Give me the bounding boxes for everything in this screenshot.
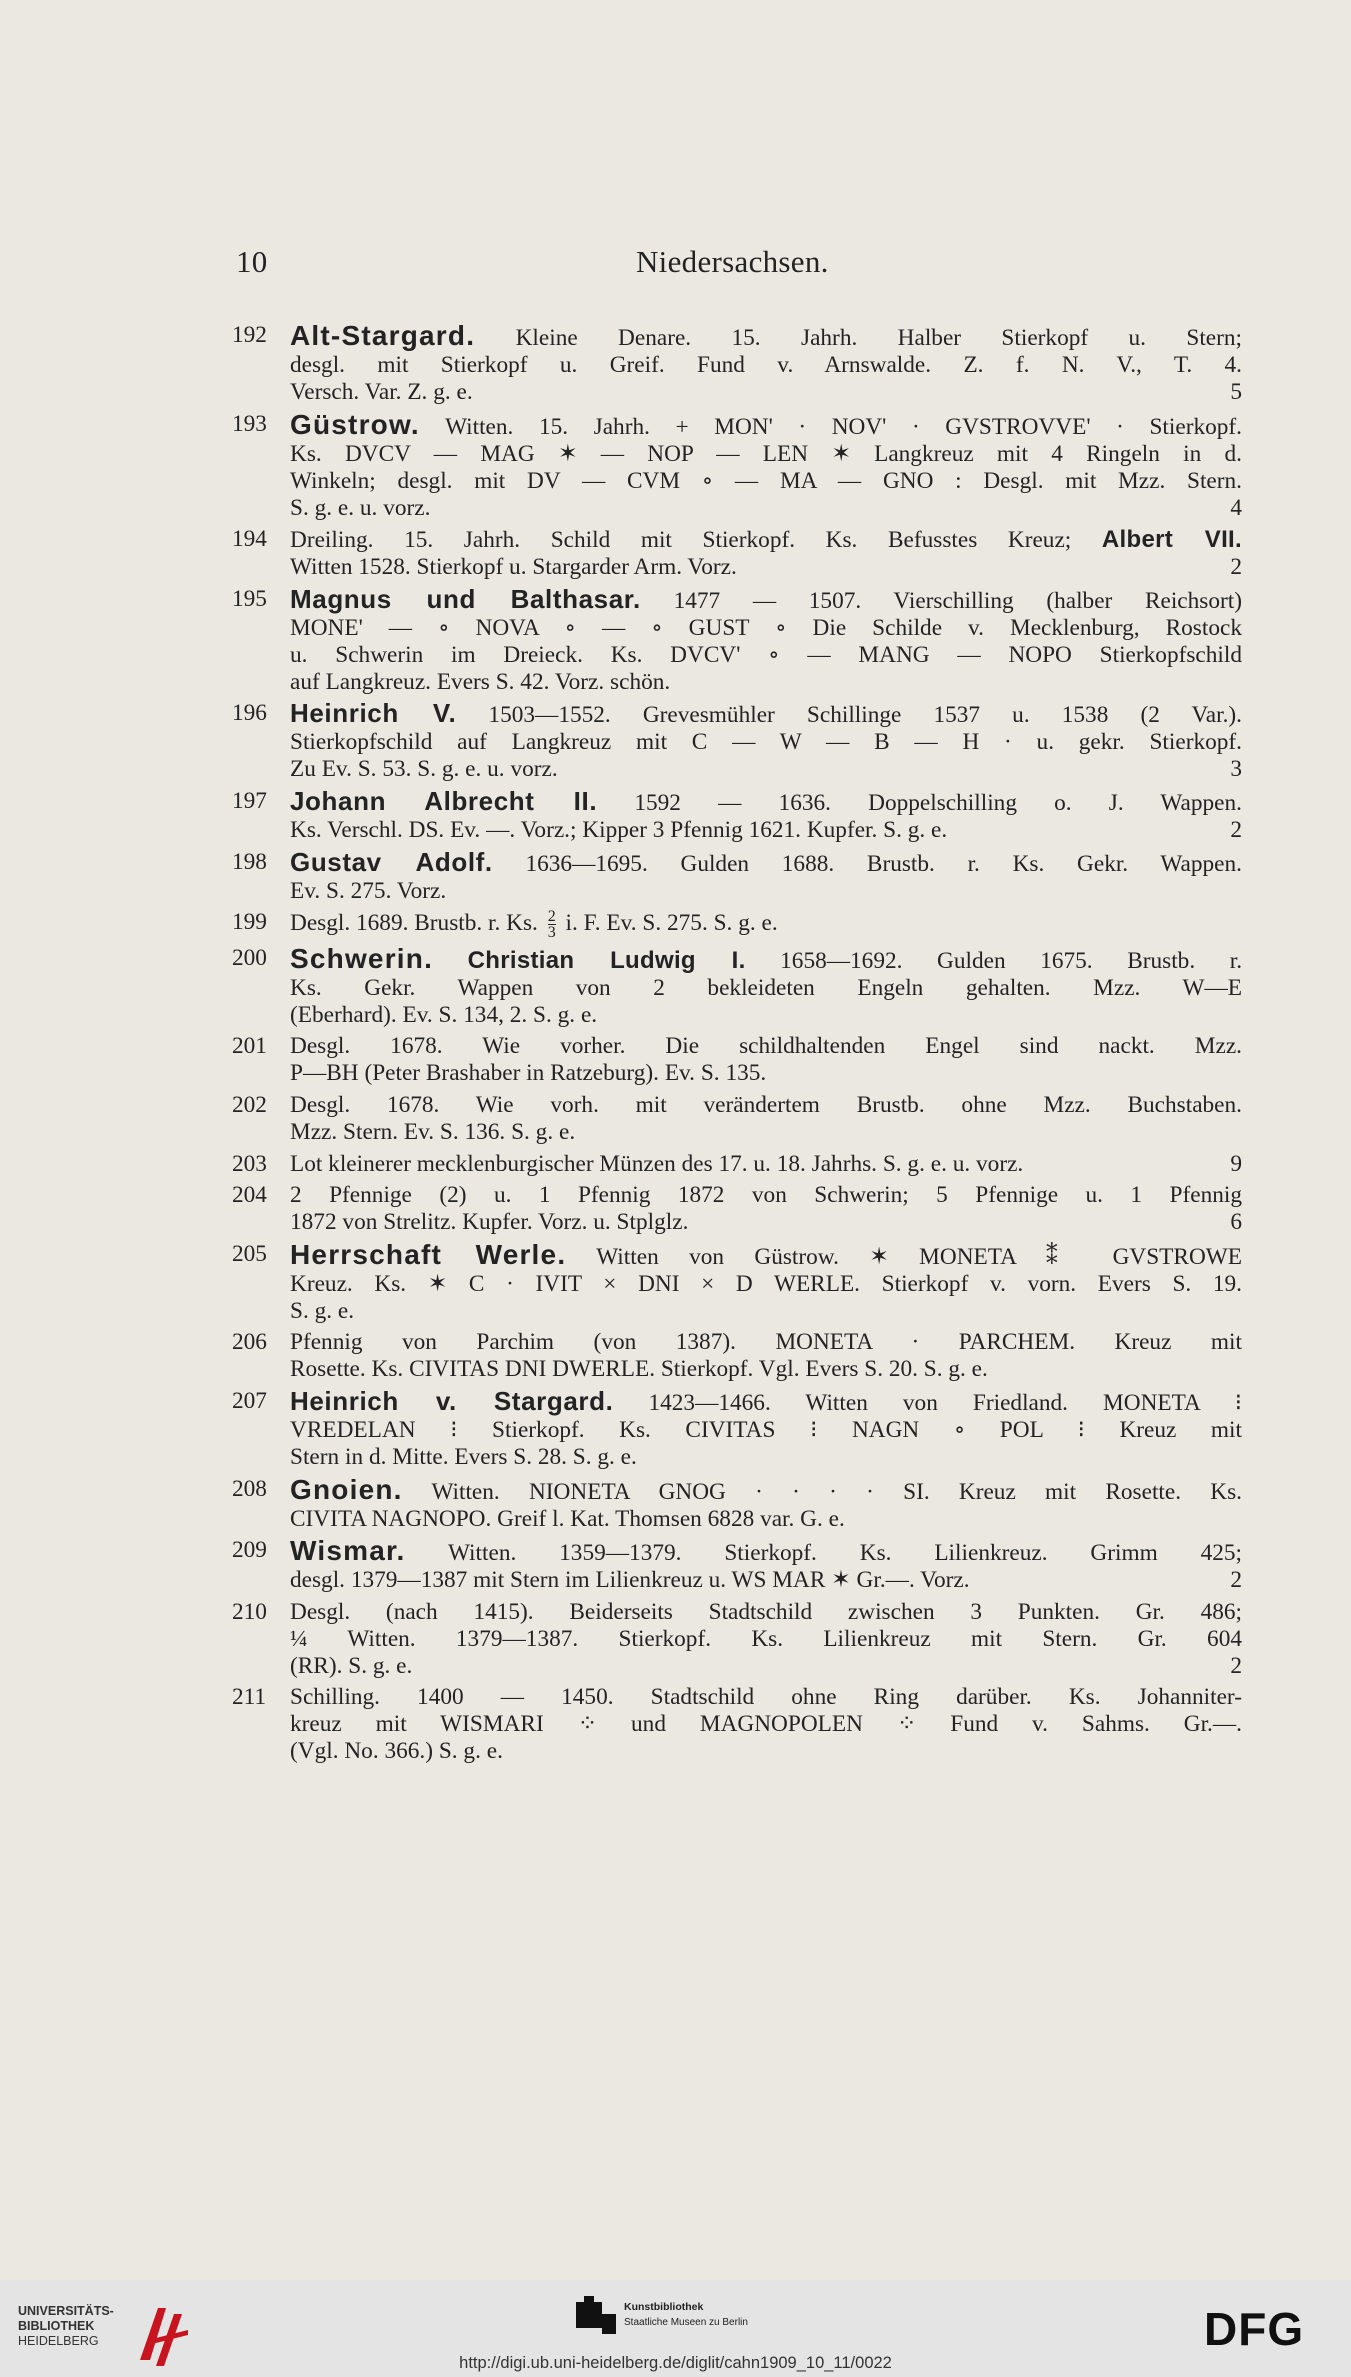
entry-text: 1503—1552. Grevesmühler Schillinge 1537 u. 1538 (2 Var.). xyxy=(488,702,1243,729)
entry-text: Witten von Güstrow. ✶ MONETA ⁑ GVSTROWE xyxy=(596,1243,1242,1270)
entry-heading: Alt-Stargard. xyxy=(290,320,476,351)
entry-text: 1658—1692. Gulden 1675. Brustb. r. xyxy=(780,947,1243,974)
catalogue-entry xyxy=(232,526,1242,581)
entry-line xyxy=(290,909,1242,940)
entry-text: Witten 1528. Stierkopf u. Stargarder Arm. Vorz. xyxy=(290,554,737,581)
catalogue-entry xyxy=(232,408,1243,522)
entry-text: Desgl. 1678. Wie vorher. Die schildhaltenden Engel sind nackt. Mzz. xyxy=(290,1033,1242,1060)
entry-number: 192 xyxy=(232,322,267,348)
entry-line xyxy=(290,1329,1242,1356)
catalogue-entry xyxy=(232,1537,1242,1594)
kunstbibliothek-logo[interactable] xyxy=(576,2294,816,2344)
entry-number: 208 xyxy=(232,1475,267,1502)
entry-number: 210 xyxy=(232,1598,267,1625)
entry-text: Versch. Var. Z. g. e. xyxy=(290,379,473,405)
entry-number: 199 xyxy=(232,909,267,936)
catalogue-entry xyxy=(232,1238,1242,1325)
entry-line xyxy=(290,468,1242,495)
catalogue-entry xyxy=(232,1151,1242,1178)
entry-line xyxy=(290,1271,1242,1298)
entry-text: u. Schwerin im Dreieck. Ks. DVCV' ∘ — MANG — NOPO Stierkopfschild xyxy=(290,641,1242,668)
entry-price: 2 xyxy=(1230,1652,1242,1679)
entry-line xyxy=(290,700,1242,729)
entry-number: 198 xyxy=(232,848,267,875)
entry-price: 2 xyxy=(1230,554,1242,581)
entry-line xyxy=(290,441,1242,468)
entry-line xyxy=(290,1684,1242,1711)
entry-text: Winkeln; desgl. mit DV — CVM ∘ — MA — GNO : Desgl. mit Mzz. Stern. xyxy=(290,467,1242,494)
catalogue-entry xyxy=(232,785,1242,844)
catalogue-entry xyxy=(232,1033,1242,1087)
entry-text: P—BH (Peter Brashaber in Ratzeburg). Ev. S. 135. xyxy=(290,1060,767,1087)
entry-number: 206 xyxy=(232,1329,267,1356)
entry-text: desgl. mit Stierkopf u. Greif. Fund v. Arnswalde. Z. f. N. V., T. 4. xyxy=(290,352,1242,378)
entry-text: (Vgl. No. 366.) S. g. e. xyxy=(290,1738,503,1765)
entry-text: (RR). S. g. e. xyxy=(290,1652,413,1679)
ub-logo-line3: HEIDELBERG xyxy=(18,2334,99,2348)
entry-number: 201 xyxy=(232,1033,267,1060)
entry-text: Kreuz. Ks. ✶ C · IVIT × DNI × D WERLE. Stierkopf v. vorn. Evers S. 19. xyxy=(290,1270,1242,1297)
entry-line xyxy=(290,878,1242,905)
entry-line xyxy=(290,785,1242,817)
entry-text: Desgl. 1678. Wie vorh. mit verändertem Brustb. ohne Mzz. Buchstaben. xyxy=(290,1091,1242,1118)
entry-text: Ev. S. 275. Vorz. xyxy=(290,877,447,904)
entry-text: Stern in d. Mitte. Evers S. 28. S. g. e. xyxy=(290,1443,637,1470)
entry-line xyxy=(290,669,1242,696)
entry-line xyxy=(290,1033,1242,1060)
entry-text: Lot kleinerer mecklenburgischer Münzen des 17. u. 18. Jahrhs. S. g. e. u. vorz. xyxy=(290,1150,1024,1177)
catalogue-entry xyxy=(232,1182,1242,1236)
catalogue-entry xyxy=(232,1385,1242,1471)
entry-price: 5 xyxy=(1230,379,1242,405)
entry-text: Zu Ev. S. 53. S. g. e. u. vorz. xyxy=(290,756,558,783)
fraction-denominator: 3 xyxy=(547,924,556,942)
entry-text: Schilling. 1400 — 1450. Stadtschild ohne Ring darüber. Ks. Johanniter- xyxy=(290,1684,1242,1711)
entry-number: 209 xyxy=(232,1537,267,1564)
entry-text: CIVITA NAGNOPO. Greif l. Kat. Thomsen 6828 var. G. e. xyxy=(290,1505,845,1532)
entry-text: 1423—1466. Witten von Friedland. MONETA ⁝ xyxy=(648,1389,1242,1416)
page-title: Niedersachsen. xyxy=(636,244,829,279)
entry-number: 193 xyxy=(232,410,267,437)
entry-subheading: Christian Ludwig I. xyxy=(467,946,746,974)
entry-line xyxy=(290,526,1242,554)
entry-text: ¼ Witten. 1379—1387. Stierkopf. Ks. Lilienkreuz mit Stern. Gr. 604 xyxy=(290,1625,1242,1652)
entry-text: kreuz mit WISMARI ⁘ und MAGNOPOLEN ⁘ Fund v. Sahms. Gr.—. xyxy=(290,1711,1242,1738)
entry-line xyxy=(290,1060,1242,1087)
entry-line xyxy=(290,846,1242,878)
entry-inline-heading: Albert VII. xyxy=(1101,526,1242,554)
entry-line xyxy=(290,1444,1242,1471)
catalogue-entry xyxy=(232,1599,1242,1680)
entry-number: 207 xyxy=(232,1387,267,1414)
entry-heading: Magnus und Balthasar. xyxy=(290,583,641,614)
entry-text: Kleine Denare. 15. Jahrh. Halber Stierkopf u. Stern; xyxy=(515,325,1243,351)
entry-line xyxy=(290,729,1242,756)
entry-line xyxy=(290,495,1242,522)
entry-line xyxy=(290,1738,1242,1765)
entry-number: 205 xyxy=(232,1240,267,1267)
catalogue-entry xyxy=(232,322,1242,406)
kunstbibliothek-logo-icon xyxy=(576,2296,616,2336)
entry-text: S. g. e. u. vorz. xyxy=(290,494,431,521)
entry-line xyxy=(290,1356,1242,1383)
entry-text: Stierkopfschild auf Langkreuz mit C — W — B — H · u. gekr. Stierkopf. xyxy=(290,729,1242,756)
catalogue-entry xyxy=(232,1092,1242,1146)
entry-heading: Johann Albrecht II. xyxy=(290,785,598,816)
entry-line xyxy=(290,756,1242,783)
entry-line xyxy=(290,615,1242,642)
entry-line xyxy=(290,1119,1242,1146)
fraction-numerator: 2 xyxy=(547,908,556,926)
entry-text: auf Langkreuz. Evers S. 42. Vorz. schön. xyxy=(290,668,671,695)
entry-text: S. g. e. xyxy=(290,1297,355,1324)
ub-logo-line2: BIBLIOTHEK xyxy=(18,2319,95,2333)
entry-price: 2 xyxy=(1230,816,1242,843)
entry-line xyxy=(290,1537,1242,1567)
entry-heading: Gnoien. xyxy=(290,1473,403,1505)
entry-line xyxy=(290,1417,1242,1444)
entry-text: Dreiling. 15. Jahrh. Schild mit Stierkopf. Ks. Befusstes Kreuz; xyxy=(290,527,1072,554)
entry-line xyxy=(290,975,1242,1002)
entry-text: Mzz. Stern. Ev. S. 136. S. g. e. xyxy=(290,1118,576,1145)
entry-heading: Herrschaft Werle. xyxy=(290,1238,567,1270)
entry-heading: Güstrow. xyxy=(290,408,420,440)
entry-price: 9 xyxy=(1230,1150,1242,1177)
entry-number: 197 xyxy=(232,787,267,814)
fraction xyxy=(548,909,556,940)
entry-text: Ks. DVCV — MAG ✶ — NOP — LEN ✶ Langkreuz mit 4 Ringeln in d. xyxy=(290,440,1242,467)
source-url[interactable]: http://digi.ub.uni-heidelberg.de/diglit/cahn1909_10_11/0022 xyxy=(459,2354,892,2372)
entry-text: Desgl. 1689. Brustb. r. Ks. xyxy=(290,910,538,936)
entry-text: MONE' — ∘ NOVA ∘ — ∘ GUST ∘ Die Schilde v. Mecklenburg, Rostock xyxy=(290,614,1242,641)
entry-text: 1636—1695. Gulden 1688. Brustb. r. Ks. Gekr. Wappen. xyxy=(525,850,1242,877)
catalogue-entry xyxy=(232,1473,1243,1533)
entry-heading: Wismar. xyxy=(290,1535,406,1567)
entry-line xyxy=(290,1567,1242,1594)
entry-line xyxy=(290,408,1243,441)
entry-line xyxy=(290,1599,1242,1626)
catalogue-entry xyxy=(232,583,1242,696)
catalogue-entry xyxy=(232,942,1243,1029)
entry-number: 200 xyxy=(232,944,267,971)
entry-text: VREDELAN ⁝ Stierkopf. Ks. CIVITAS ⁝ NAGN ∘ POL ⁝ Kreuz mit xyxy=(290,1416,1242,1443)
catalogue-entry xyxy=(232,1329,1242,1383)
entry-line xyxy=(290,1473,1243,1506)
entry-heading: Schwerin. xyxy=(290,942,434,974)
entry-text-tail: i. F. Ev. S. 275. S. g. e. xyxy=(565,910,778,936)
entry-text: 1872 von Strelitz. Kupfer. Vorz. u. Stplglz. xyxy=(290,1209,689,1236)
entry-heading: Heinrich V. xyxy=(290,698,457,729)
entry-number: 211 xyxy=(232,1684,267,1711)
catalogue-entry xyxy=(232,909,1242,940)
entry-number: 202 xyxy=(232,1091,267,1118)
ub-logo-line1: UNIVERSITÄTS- xyxy=(18,2304,114,2318)
running-header xyxy=(236,244,856,284)
kb-logo-line2: Staatliche Museen zu Berlin xyxy=(624,2317,748,2328)
catalogue-entry xyxy=(232,846,1242,905)
entry-line xyxy=(290,1182,1242,1209)
entry-number: 195 xyxy=(232,585,267,612)
dfg-logo[interactable]: DFG xyxy=(1204,2303,1305,2355)
entry-heading: Heinrich v. Stargard. xyxy=(290,1385,614,1416)
catalogue-entry xyxy=(232,700,1242,783)
entry-line xyxy=(290,817,1242,844)
catalogue-entry xyxy=(232,1684,1242,1765)
entry-heading: Gustav Adolf. xyxy=(290,846,493,877)
entry-text: Ks. Verschl. DS. Ev. —. Vorz.; Kipper 3 Pfennig 1621. Kupfer. S. g. e. xyxy=(290,816,948,843)
entry-text: Witten. 15. Jahrh. + MON' · NOV' · GVSTROVVE' · Stierkopf. xyxy=(445,413,1243,440)
entry-number: 194 xyxy=(232,526,267,553)
catalogue-entries xyxy=(232,322,1242,1770)
entry-text: 1592 — 1636. Doppelschilling o. J. Wappen. xyxy=(634,789,1242,816)
entry-text: 2 Pfennige (2) u. 1 Pfennig 1872 von Schwerin; 5 Pfennige u. 1 Pfennig xyxy=(290,1182,1242,1209)
kb-logo-line1: Kunstbibliothek xyxy=(624,2301,704,2313)
entry-line xyxy=(290,1711,1242,1738)
entry-line xyxy=(290,1298,1242,1325)
entry-text: (Eberhard). Ev. S. 134, 2. S. g. e. xyxy=(290,1001,598,1028)
entry-line xyxy=(290,554,1242,581)
entry-line xyxy=(290,322,1242,352)
entry-line xyxy=(290,1238,1242,1271)
entry-text: Rosette. Ks. CIVITAS DNI DWERLE. Stierkopf. Vgl. Evers S. 20. S. g. e. xyxy=(290,1356,988,1383)
entry-line xyxy=(290,1002,1242,1029)
entry-text: Witten. 1359—1379. Stierkopf. Ks. Lilienkreuz. Grimm 425; xyxy=(448,1540,1242,1567)
entry-line xyxy=(290,942,1243,975)
entry-line xyxy=(290,1506,1242,1533)
entry-price: 6 xyxy=(1230,1209,1242,1236)
entry-number: 204 xyxy=(232,1182,267,1209)
entry-text: 1477 — 1507. Vierschilling (halber Reichsort) xyxy=(673,587,1242,614)
entry-text: Witten. NIONETA GNOG · · · · SI. Kreuz mit Rosette. Ks. xyxy=(431,1478,1243,1505)
entry-line xyxy=(290,1092,1242,1119)
entry-price: 3 xyxy=(1230,756,1242,783)
entry-line xyxy=(290,1385,1242,1417)
entry-price: 2 xyxy=(1230,1567,1242,1594)
entry-line xyxy=(290,1653,1242,1680)
entry-line xyxy=(290,1151,1242,1178)
entry-text: Desgl. (nach 1415). Beiderseits Stadtschild zwischen 3 Punkten. Gr. 486; xyxy=(290,1598,1242,1625)
entry-text: desgl. 1379—1387 mit Stern im Lilienkreuz u. WS MAR ✶ Gr.—. Vorz. xyxy=(290,1567,970,1594)
entry-line xyxy=(290,1626,1242,1653)
entry-line xyxy=(290,379,1242,406)
entry-line xyxy=(290,642,1242,669)
entry-line xyxy=(290,1209,1242,1236)
entry-text: Pfennig von Parchim (von 1387). MONETA · PARCHEM. Kreuz mit xyxy=(290,1329,1242,1356)
entry-number: 203 xyxy=(232,1150,267,1177)
entry-number: 196 xyxy=(232,700,267,727)
entry-price: 4 xyxy=(1230,494,1242,521)
entry-text: Ks. Gekr. Wappen von 2 bekleideten Engeln gehalten. Mzz. W—E xyxy=(290,974,1242,1001)
entry-line xyxy=(290,352,1242,379)
page-number: 10 xyxy=(236,244,268,279)
entry-line xyxy=(290,583,1242,615)
